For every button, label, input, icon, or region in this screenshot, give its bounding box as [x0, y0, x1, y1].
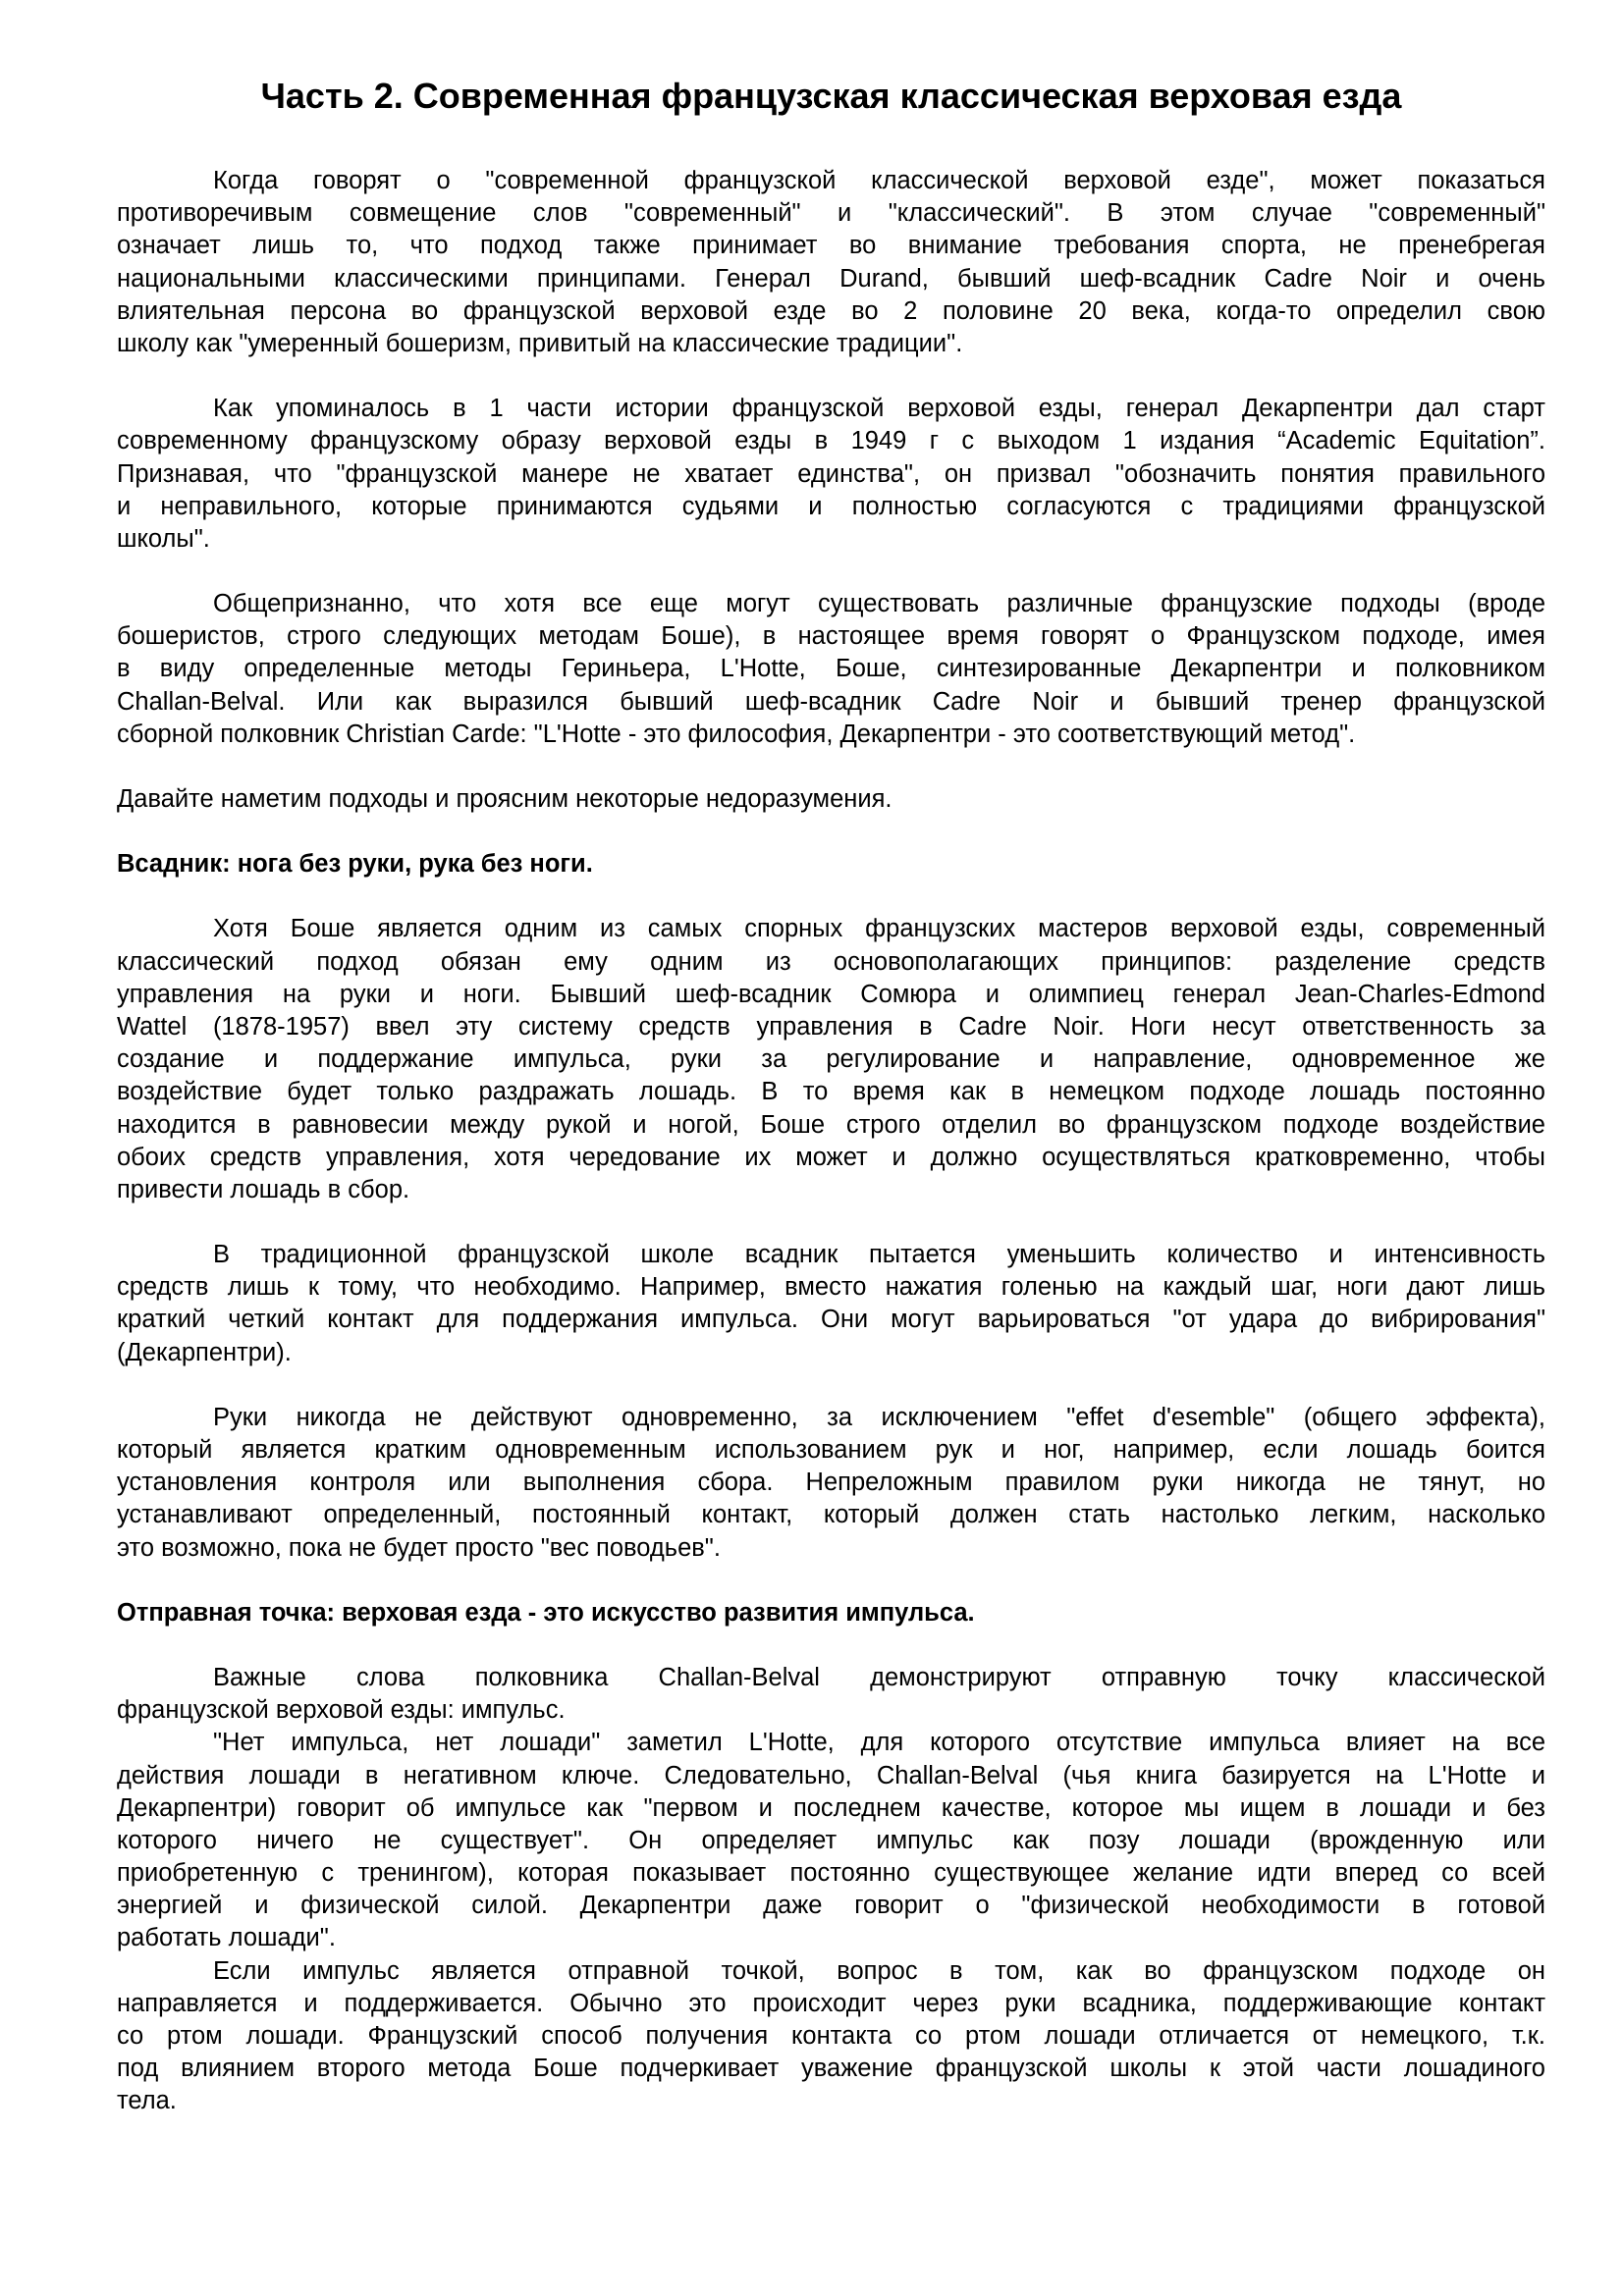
- paragraph-line: Когда говорят о "современной французской классической верховой езде", может показаться: [213, 167, 1545, 194]
- paragraph-line: Декарпентри) говорит об импульсе как "первом и последнем качестве, которое мы ищем в лошади и без: [117, 1793, 1545, 1822]
- paragraph-line: Wattel (1878-1957) ввел эту систему средств управления в Cadre Noir. Ноги несут ответственность за: [117, 1012, 1545, 1041]
- paragraph-line: противоречивым совмещение слов "современный" и "классический". В этом случае "современный": [117, 199, 1545, 228]
- paragraph: [117, 1727, 1545, 1954]
- paragraph-line: Общепризнанно, что хотя все еще могут существовать различные французские подходы (вроде: [213, 590, 1545, 618]
- paragraph-line: Если импульс является отправной точкой, вопрос в том, как во французском подходе он: [213, 1956, 1545, 1985]
- paragraph-line: находится в равновесии между рукой и ногой, Боше строго отделил во французском подходе воздействие: [117, 1110, 1545, 1139]
- paragraph-line: Как упоминалось в 1 части истории французской верховой езды, генерал Декарпентри дал старт: [213, 395, 1545, 423]
- paragraph-line: работать лошади".: [117, 1924, 336, 1952]
- paragraph-line: под влиянием второго метода Боше подчеркивает уважение французской школы к этой части лошадиного: [117, 2055, 1545, 2083]
- paragraph-line: школы".: [117, 524, 210, 553]
- paragraph-line: и неправильного, которые принимаются судьями и полностью согласуются с традициями французской: [117, 492, 1545, 520]
- paragraph-line: устанавливают определенный, постоянный контакт, который должен стать настолько легким, насколько: [117, 1501, 1545, 1529]
- paragraph-line: в виду определенные методы Гериньера, L'Hotte, Боше, синтезированные Декарпентри и полковником: [117, 655, 1545, 683]
- paragraph: [117, 165, 1545, 360]
- paragraph-line: национальными классическими принципами. Генерал Durand, бывший шеф-всадник Cadre Noir и очень: [117, 264, 1545, 293]
- paragraph-line: французской верховой езды: импульс.: [117, 1696, 566, 1725]
- paragraph-line: воздействие будет только раздражать лошадь. В то время как в немецком подходе лошадь постоянно: [117, 1078, 1545, 1106]
- paragraph-line: классический подход обязан ему одним из основополагающих принципов: разделение средств: [117, 947, 1545, 976]
- paragraph-line: школу как "умеренный бошеризм, привитый на классические традиции".: [117, 329, 963, 357]
- paragraph: [117, 588, 1545, 751]
- paragraph-line: установления контроля или выполнения сбора. Непреложным правилом руки никогда не тянут, но: [117, 1468, 1545, 1497]
- section-heading: Всадник: нога без руки, рука без ноги.: [117, 850, 593, 879]
- paragraph-line: современному французскому образу верховой езды в 1949 г с выходом 1 издания “Academic Equitation”.: [117, 427, 1545, 455]
- paragraph-line: Хотя Боше является одним из самых спорных французских мастеров верховой езды, современный: [213, 915, 1545, 943]
- paragraph-line: приобретенную с тренингом), которая показывает постоянно существующее желание идти вперед со всей: [117, 1859, 1545, 1888]
- paragraph-line: Руки никогда не действуют одновременно, за исключением "effet d'esemble" (общего эффекта),: [213, 1403, 1545, 1431]
- document-title: Часть 2. Современная французская классическая верховая езда: [260, 76, 1402, 116]
- paragraph: [117, 393, 1545, 556]
- paragraph-line: Признавая, что "французской манере не хватает единства", он призвал "обозначить понятия правильного: [117, 459, 1545, 488]
- paragraph: [117, 1239, 1545, 1369]
- paragraph-line: направляется и поддерживается. Обычно это происходит через руки всадника, поддерживающие контакт: [117, 1989, 1545, 2017]
- paragraph-line: В традиционной французской школе всадник пытается уменьшить количество и интенсивность: [213, 1241, 1545, 1269]
- paragraph-line: создание и поддержание импульса, руки за регулирование и направление, одновременное же: [117, 1045, 1545, 1074]
- paragraph: [117, 1955, 1545, 2118]
- paragraph-line: бошеристов, строго следующих методам Боше), в настоящее время говорят о Французском подходе, имея: [117, 622, 1545, 651]
- paragraph-line: влиятельная персона во французской верховой езде во 2 половине 20 века, когда-то определил свою: [117, 296, 1545, 325]
- paragraph-line: средств лишь к тому, что необходимо. Например, вместо нажатия голенью на каждый шаг, ноги дают лишь: [117, 1273, 1545, 1302]
- paragraph-line: означает лишь то, что подход также принимает во внимание требования спорта, не пренебрегая: [117, 232, 1545, 260]
- paragraph-line: обоих средств управления, хотя чередование их может и должно осуществляться кратковременно, чтобы: [117, 1143, 1545, 1171]
- paragraph-line: который является кратким одновременным использованием рук и ног, например, если лошадь боится: [117, 1436, 1545, 1465]
- paragraph-line: это возможно, пока не будет просто "вес поводьев".: [117, 1533, 721, 1562]
- paragraph: [117, 1662, 1545, 1727]
- paragraph-line: энергией и физической силой. Декарпентри даже говорит о "физической необходимости в готовой: [117, 1892, 1545, 1920]
- section-heading: Отправная точка: верховая езда - это искусство развития импульса.: [117, 1598, 975, 1627]
- paragraph-line: Важные слова полковника Challan-Belval демонстрируют отправную точку классической: [213, 1663, 1545, 1691]
- paragraph: [117, 913, 1545, 1206]
- paragraph-line: (Декарпентри).: [117, 1338, 292, 1366]
- paragraph-line: Challan-Belval. Или как выразился бывший шеф-всадник Cadre Noir и бывший тренер французской: [117, 687, 1545, 716]
- paragraph: [117, 1402, 1545, 1565]
- paragraph-line: краткий четкий контакт для поддержания импульса. Они могут варьироваться "от удара до вибрирования": [117, 1306, 1545, 1334]
- paragraph-line: тела.: [117, 2087, 177, 2115]
- paragraph-line: привести лошадь в сбор.: [117, 1175, 410, 1203]
- paragraph-line: действия лошади в негативном ключе. Следовательно, Challan-Belval (чья книга базируется на L'Hotte и: [117, 1761, 1545, 1789]
- paragraph-line: которого ничего не существует". Он определяет импульс как позу лошади (врожденную или: [117, 1826, 1545, 1854]
- standalone-sentence: Давайте наметим подходы и проясним некоторые недоразумения.: [117, 785, 893, 813]
- document-body: [117, 165, 1545, 2118]
- paragraph-line: управления на руки и ноги. Бывший шеф-всадник Сомюра и олимпиец генерал Jean-Charles-Edmond: [117, 980, 1545, 1008]
- paragraph-line: "Нет импульса, нет лошади" заметил L'Hotte, для которого отсутствие импульса влияет на все: [213, 1729, 1545, 1757]
- paragraph-line: со ртом лошади. Французский способ получения контакта со ртом лошади отличается от немецкого, т.к.: [117, 2022, 1545, 2051]
- paragraph-line: сборной полковник Christian Carde: "L'Hotte - это философия, Декарпентри - это соответствующий метод".: [117, 720, 1356, 748]
